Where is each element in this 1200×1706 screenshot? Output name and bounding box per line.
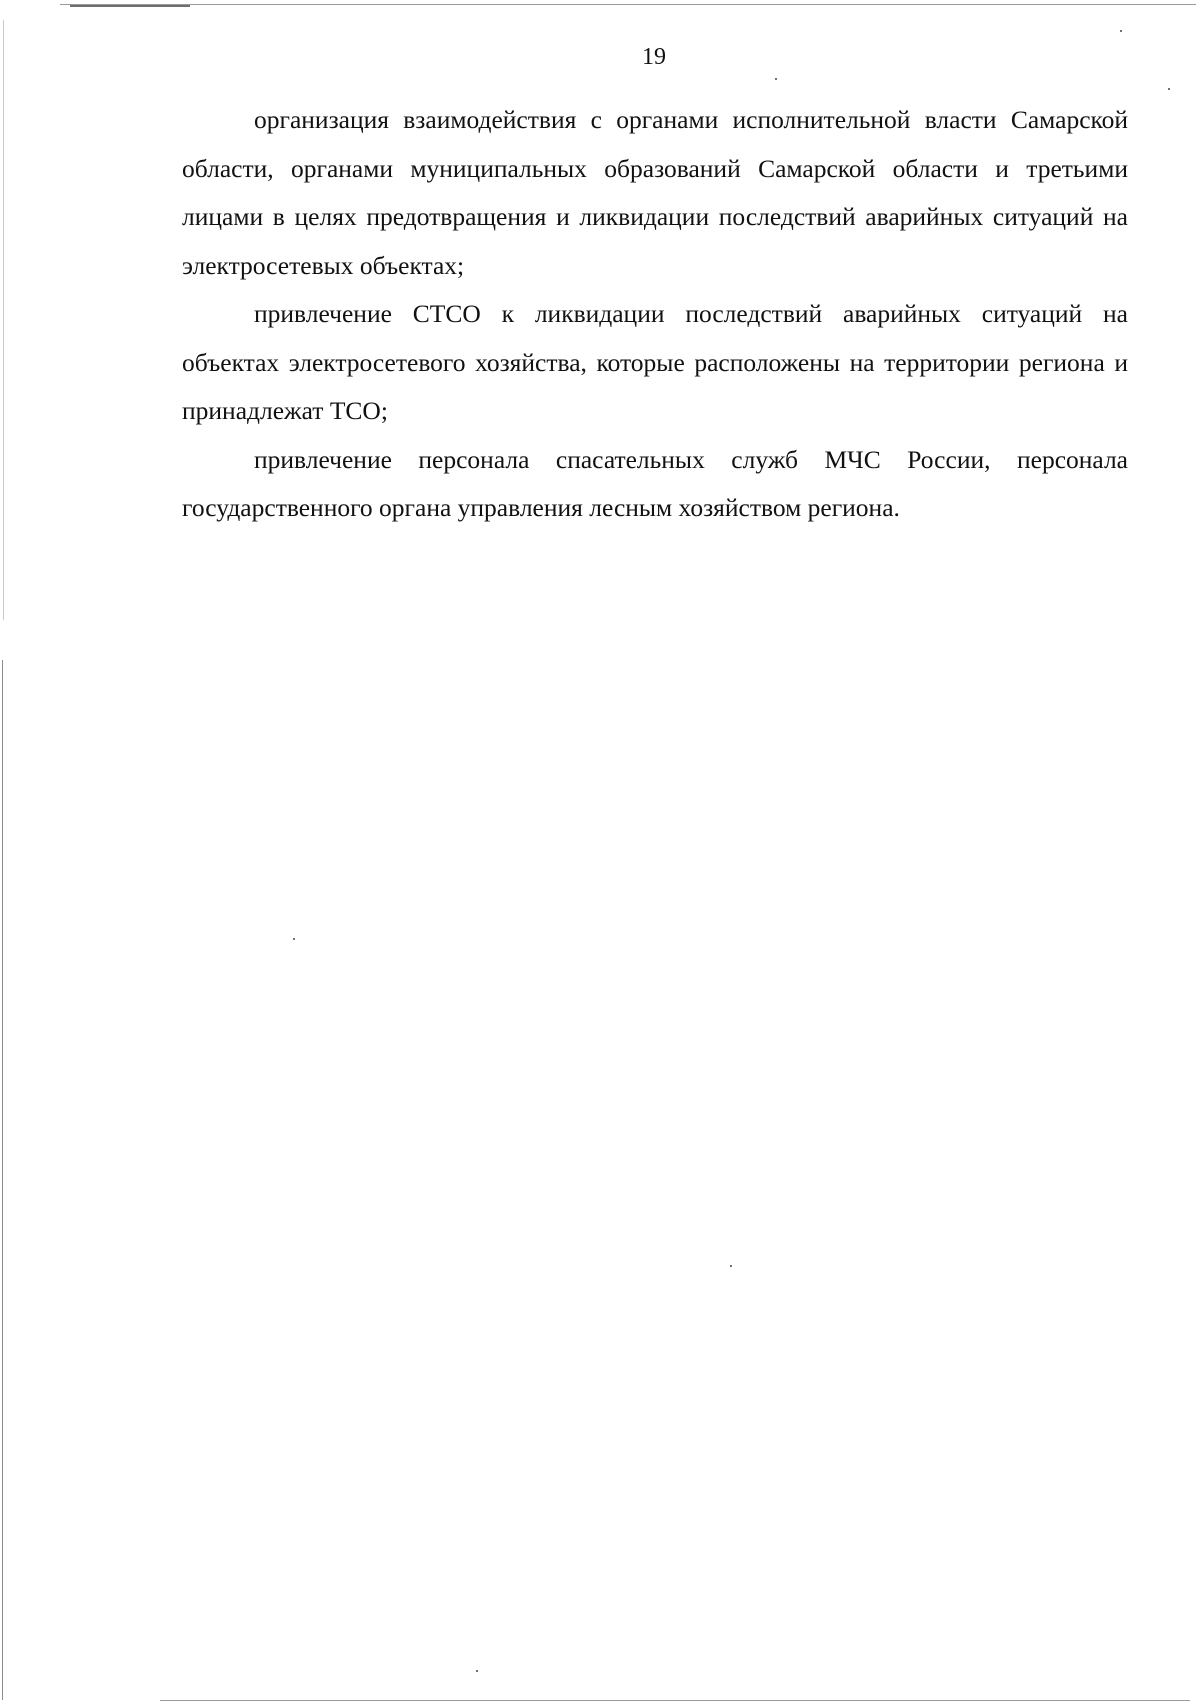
- scan-border-bottom: [160, 1700, 1190, 1701]
- paragraph-interaction: организация взаимодействия с органами исполнительной власти Самарской области, органами муниципальных образований Самарской области и третьими лицами в целях предотвращения и ликвидации последствий аварийных ситуаций на электросетевых объектах;: [182, 105, 1128, 280]
- paragraph-emergency-personnel: привлечение персонала спасательных служб МЧС России, персонала государственного органа управления лесным хозяйством региона.: [182, 444, 1128, 522]
- scan-speck: [1168, 88, 1170, 90]
- scan-speck: [476, 1670, 478, 1672]
- scan-border-left: [2, 660, 3, 1700]
- page-number: 19: [642, 44, 666, 70]
- scan-speck: [730, 1265, 732, 1267]
- scan-mark-top-left: [70, 5, 190, 7]
- scan-speck: [1120, 30, 1122, 32]
- scan-border-left-upper: [3, 20, 4, 620]
- paragraph-stso-involvement: привлечение СТСО к ликвидации последствий аварийных ситуаций на объектах электросетевого хозяйства, которые расположены на территории региона и принадлежат ТСО;: [182, 299, 1128, 425]
- scan-speck: [775, 78, 777, 80]
- scan-speck: [293, 938, 295, 940]
- scan-border-top: [60, 4, 1196, 5]
- document-body: [182, 96, 1128, 533]
